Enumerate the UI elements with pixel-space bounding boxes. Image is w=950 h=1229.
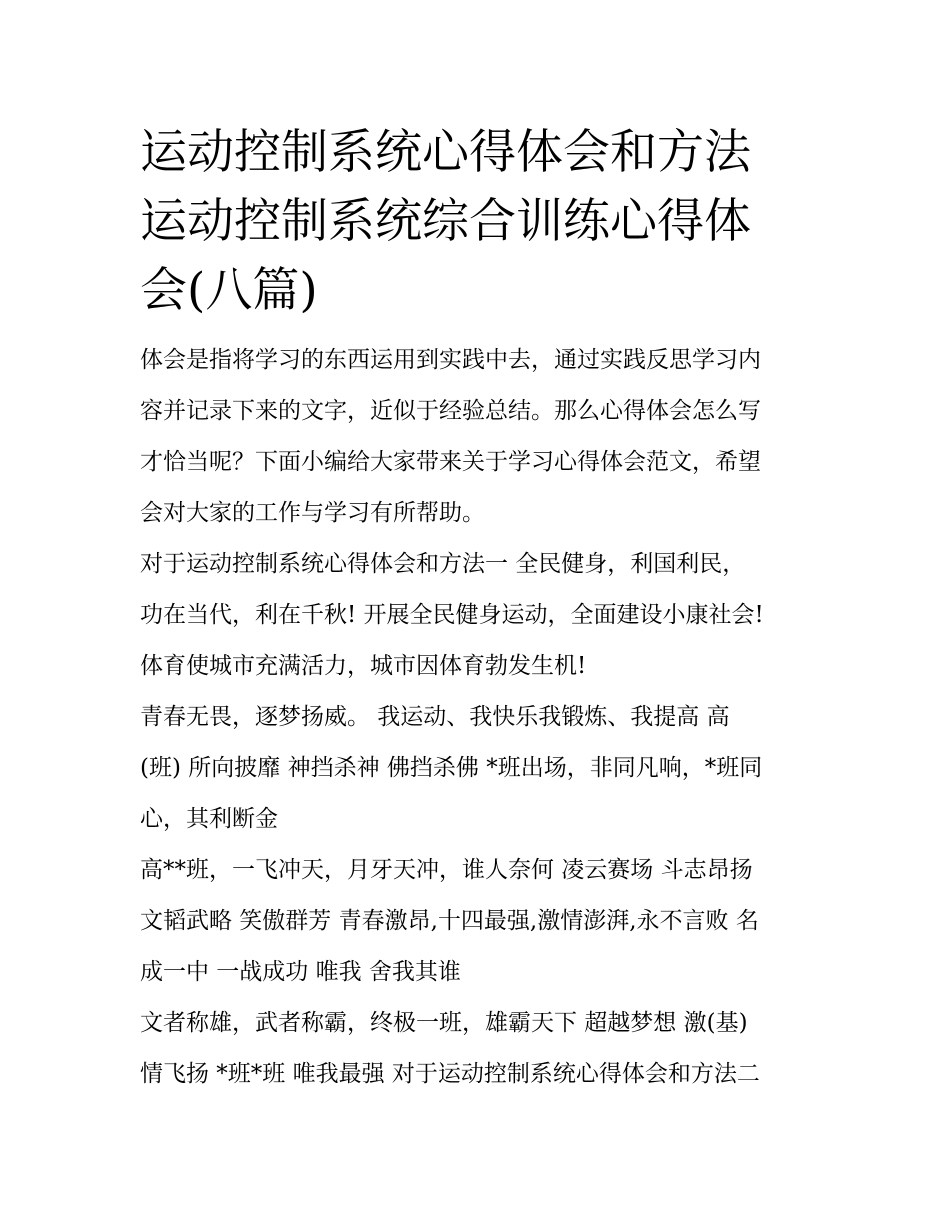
text-line: 情飞扬 *班*班 唯我最强 对于运动控制系统心得体会和方法二 — [140, 1061, 760, 1087]
text-line: 会对大家的工作与学习有所帮助。 — [140, 500, 485, 526]
text-line: 才恰当呢？下面小编给大家带来关于学习心得体会范文，希望 — [140, 449, 761, 475]
body-paragraph — [140, 539, 820, 692]
title-line: 运动控制系统心得体会和方法 — [140, 125, 751, 180]
text-line: 成一中 一战成功 唯我 舍我其谁 — [140, 959, 461, 985]
text-line: 对于运动控制系统心得体会和方法一 全民健身，利国利民， — [140, 551, 746, 577]
document-title — [140, 118, 820, 325]
text-line: 青春无畏，逐梦扬威。 我运动、我快乐我锻炼、我提高 高 — [140, 704, 730, 730]
document-content — [140, 118, 820, 1100]
text-line: 容并记录下来的文字，近似于经验总结。那么心得体会怎么写 — [140, 398, 761, 424]
text-line: 体会是指将学习的东西运用到实践中去，通过实践反思学习内 — [140, 347, 761, 373]
title-line: 会(八篇) — [140, 263, 318, 318]
title-line: 运动控制系统综合训练心得体 — [140, 194, 751, 249]
body-paragraph — [140, 998, 820, 1100]
text-line: 文者称雄，武者称霸，终极一班，雄霸天下 超越梦想 激(基) — [140, 1010, 748, 1036]
text-line: (班) 所向披靡 神挡杀神 佛挡杀佛 *班出场，非同凡响，*班同 — [140, 755, 763, 781]
text-line: 文韬武略 笑傲群芳 青春激昂,十四最强,激情澎湃,永不言败 名 — [140, 908, 759, 934]
intro-paragraph — [140, 335, 820, 539]
body-paragraph — [140, 692, 820, 845]
text-line: 体育使城市充满活力，城市因体育勃发生机! — [140, 653, 587, 679]
body-paragraph — [140, 845, 820, 998]
text-line: 心，其利断金 — [140, 806, 278, 832]
text-line: 高**班，一飞冲天，月牙天冲，谁人奈何 凌云赛场 斗志昂扬 — [140, 857, 753, 883]
text-line: 功在当代，利在千秋! 开展全民健身运动，全面建设小康社会! — [140, 602, 764, 628]
